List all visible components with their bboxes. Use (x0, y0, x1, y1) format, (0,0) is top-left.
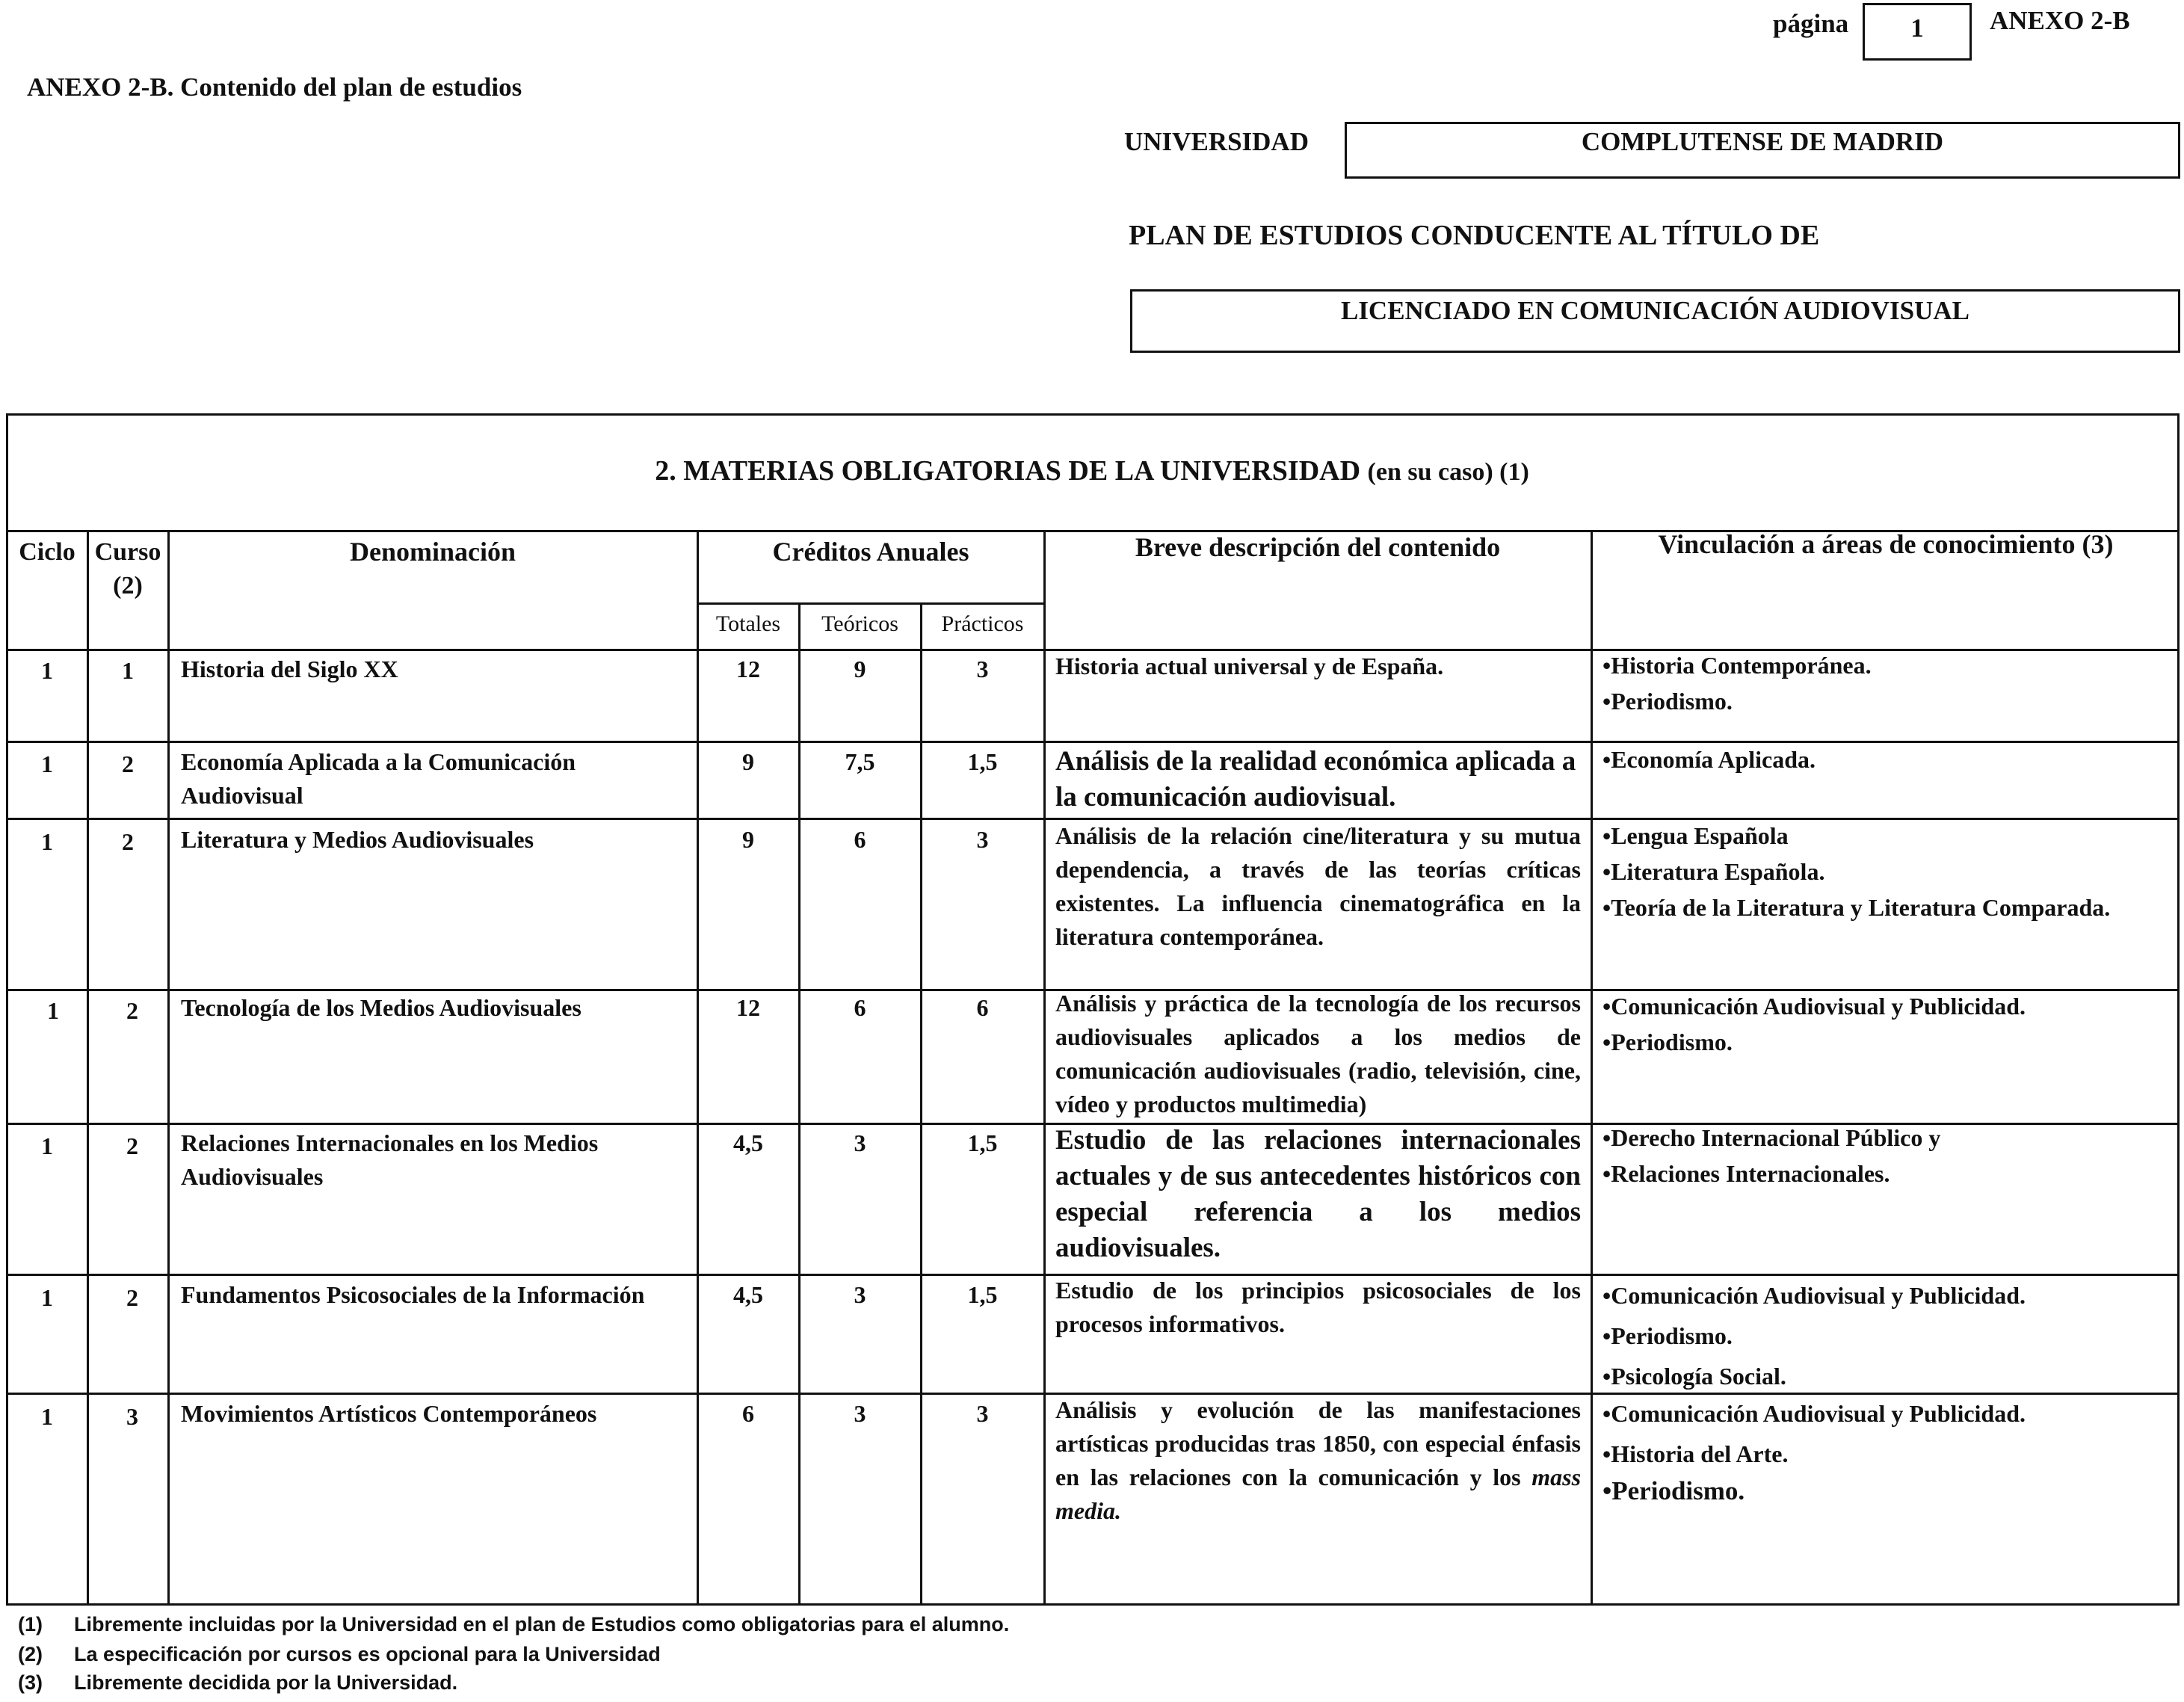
col-header-teoricos: Teóricos (821, 611, 898, 636)
row-7-name: Movimientos Artísticos Contemporáneos (181, 1400, 597, 1427)
row-3-teoricos: 6 (854, 826, 866, 853)
col-header-ciclo: Ciclo (19, 538, 75, 566)
row-7-areas (1602, 1393, 2178, 1508)
row-7-ciclo: 1 (41, 1403, 53, 1430)
row-5-area-2: • Relaciones Internacionales. (1602, 1156, 2178, 1191)
col-header-descripcion: Breve descripción del contenido (1135, 532, 1501, 562)
rule-col-practicos (1043, 530, 1046, 1606)
doc-title: ANEXO 2-B. Contenido del plan de estudios (27, 73, 522, 102)
row-5-ciclo: 1 (41, 1132, 53, 1159)
row-7-desc-text: Análisis y evolución de las manifestaciones artísticas producidas tras 1850, con especial énfasis en las relaciones con la comunicación y los (1055, 1396, 1581, 1490)
row-4-ciclo: 1 (47, 997, 59, 1024)
row-6-area-3: • Psicología Social. (1602, 1356, 2178, 1396)
degree-box (1130, 289, 2180, 353)
col-header-practicos: Prácticos (941, 611, 1024, 636)
row-1-area-2: • Periodismo. (1602, 683, 2178, 719)
row-2-area-1: • Economía Aplicada. (1602, 741, 2178, 777)
row-4-name: Tecnología de los Medios Audiovisuales (181, 994, 582, 1021)
col-header-curso (88, 535, 167, 602)
row-1-teoricos: 9 (854, 656, 866, 682)
row-2-desc: Análisis de la realidad económica aplicada a la comunicación audiovisual. (1055, 746, 1576, 813)
row-5-curso: 2 (126, 1132, 138, 1159)
row-7-desc (1055, 1393, 1581, 1528)
page-label: página (1773, 9, 1849, 38)
university-name: COMPLUTENSE DE MADRID (1581, 127, 1944, 156)
row-3-desc: Análisis de la relación cine/literatura y su mutua dependencia, a través de las teorías críticas existentes. La influencia cinematográfica en la literatura contemporánea. (1055, 822, 1581, 950)
footnote-1-text: Libremente incluidas por la Universidad en el plan de Estudios como obligatorias para el alumno. (74, 1613, 1010, 1635)
row-3-areas (1602, 818, 2178, 925)
row-1-desc: Historia actual universal y de España. (1055, 653, 1444, 679)
row-6-ciclo: 1 (41, 1284, 53, 1311)
row-7-area-2: • Historia del Arte. (1602, 1434, 2178, 1474)
row-4-curso: 2 (126, 997, 138, 1024)
row-2-teoricos: 7,5 (845, 748, 875, 775)
university-label: UNIVERSIDAD (1124, 127, 1309, 156)
row-7-curso: 3 (126, 1403, 138, 1430)
row-2-areas (1602, 741, 2178, 777)
row-3-area-3: • Teoría de la Literatura y Literatura Comparada. (1602, 889, 2178, 925)
rule-credits-sub (697, 602, 1043, 605)
table-title-main: 2. MATERIAS OBLIGATORIAS DE LA UNIVERSIDAD (655, 455, 1361, 487)
row-7-area-3: • Periodismo. (1602, 1474, 2178, 1508)
page-number: 1 (1910, 13, 1924, 43)
col-header-totales-cell: Totales (715, 611, 781, 636)
row-5-area-1: • Derecho Internacional Público y (1602, 1120, 2178, 1156)
row-4-desc: Análisis y práctica de la tecnología de los recursos audiovisuales aplicados a los medios de comunicación audiovisuales (radio, televisión, cine, vídeo y productos multimedia) (1055, 990, 1581, 1117)
row-3-practicos: 3 (976, 826, 989, 853)
row-2-ciclo: 1 (41, 750, 53, 777)
row-2-curso: 2 (122, 750, 134, 777)
row-1-ciclo: 1 (41, 657, 53, 684)
row-5-teoricos: 3 (854, 1129, 866, 1156)
rule-col-denom (697, 530, 699, 1606)
row-6-areas (1602, 1275, 2178, 1396)
row-1-name: Historia del Siglo XX (181, 656, 398, 682)
row-4-area-1: • Comunicación Audiovisual y Publicidad. (1602, 988, 2178, 1024)
row-3-area-2: • Literatura Española. (1602, 854, 2178, 889)
col-header-creditos: Créditos Anuales (772, 537, 969, 567)
row-2-name: Economía Aplicada a la Comunicación Audiovisual (181, 748, 576, 809)
footnote-1-number: (1) (18, 1613, 43, 1635)
footnote-3-number: (3) (18, 1671, 43, 1694)
col-header-vinculacion: Vinculación a áreas de conocimiento (3) (1658, 529, 2114, 559)
row-5-practicos: 1,5 (967, 1129, 998, 1156)
footnote-2-text: La especificación por cursos es opcional para la Universidad (74, 1643, 661, 1665)
row-6-area-1: • Comunicación Audiovisual y Publicidad. (1602, 1275, 2178, 1316)
row-5-areas (1602, 1120, 2178, 1191)
row-5-name: Relaciones Internacionales en los Medios Audiovisuales (181, 1129, 599, 1190)
degree-name: LICENCIADO EN COMUNICACIÓN AUDIOVISUAL (1340, 296, 1970, 325)
row-6-area-2: • Periodismo. (1602, 1316, 2178, 1356)
footnote-2-number: (2) (18, 1643, 43, 1665)
row-1-curso: 1 (122, 657, 134, 684)
rule-col-curso (167, 530, 170, 1606)
table-title-suffix: (en su caso) (1) (1367, 458, 1529, 486)
row-7-teoricos: 3 (854, 1400, 866, 1427)
rule-col-desc (1591, 530, 1593, 1606)
table-title (0, 454, 2184, 487)
row-3-curso: 2 (122, 828, 134, 855)
col-header-denominacion: Denominación (349, 537, 516, 567)
col-header-curso-note: (2) (113, 572, 143, 599)
footnote-1 (18, 1613, 1009, 1636)
row-7-desc-italic: mass media. (1055, 1464, 1582, 1524)
rule-col-ciclo (87, 530, 89, 1606)
row-7-area-1: • Comunicación Audiovisual y Publicidad. (1602, 1393, 2178, 1434)
page-number-box (1863, 3, 1972, 61)
university-box (1345, 122, 2180, 179)
row-6-name: Fundamentos Psicosociales de la Información (181, 1281, 645, 1308)
row-1-totales: 12 (736, 656, 760, 682)
row-2-practicos: 1,5 (967, 748, 998, 775)
row-6-teoricos: 3 (854, 1281, 866, 1308)
footnote-3-text: Libremente decidida por la Universidad. (74, 1671, 458, 1694)
row-3-area-1: • Lengua Española (1602, 818, 2178, 854)
row-6-totales: 4,5 (733, 1281, 763, 1308)
plan-label: PLAN DE ESTUDIOS CONDUCENTE AL TÍTULO DE (1129, 220, 1820, 251)
row-4-totales: 12 (736, 994, 760, 1021)
row-3-name: Literatura y Medios Audiovisuales (181, 826, 534, 853)
row-1-area-1: • Historia Contemporánea. (1602, 647, 2178, 683)
row-4-areas (1602, 988, 2178, 1060)
row-4-teoricos: 6 (854, 994, 866, 1021)
row-1-areas (1602, 647, 2178, 719)
footnote-3 (18, 1671, 457, 1695)
row-3-totales: 9 (742, 826, 754, 853)
row-6-practicos: 1,5 (967, 1281, 998, 1308)
row-6-curso: 2 (126, 1284, 138, 1311)
footnote-2 (18, 1643, 661, 1666)
col-header-curso-label: Curso (94, 538, 161, 566)
row-4-practicos: 6 (976, 994, 989, 1021)
row-5-totales: 4,5 (733, 1129, 763, 1156)
row-4-area-2: • Periodismo. (1602, 1024, 2178, 1060)
row-5-desc: Estudio de las relaciones internacionales actuales y de sus antecedentes históricos con especial referencia a los medios audiovisuales. (1055, 1125, 1581, 1263)
row-2-totales: 9 (742, 748, 754, 775)
row-7-totales: 6 (742, 1400, 754, 1427)
row-7-practicos: 3 (976, 1400, 989, 1427)
row-6-desc: Estudio de los principios psicosociales de los procesos informativos. (1055, 1277, 1581, 1337)
row-1-practicos: 3 (976, 656, 989, 682)
row-3-ciclo: 1 (41, 828, 53, 855)
anexo-label: ANEXO 2-B (1990, 6, 2130, 35)
